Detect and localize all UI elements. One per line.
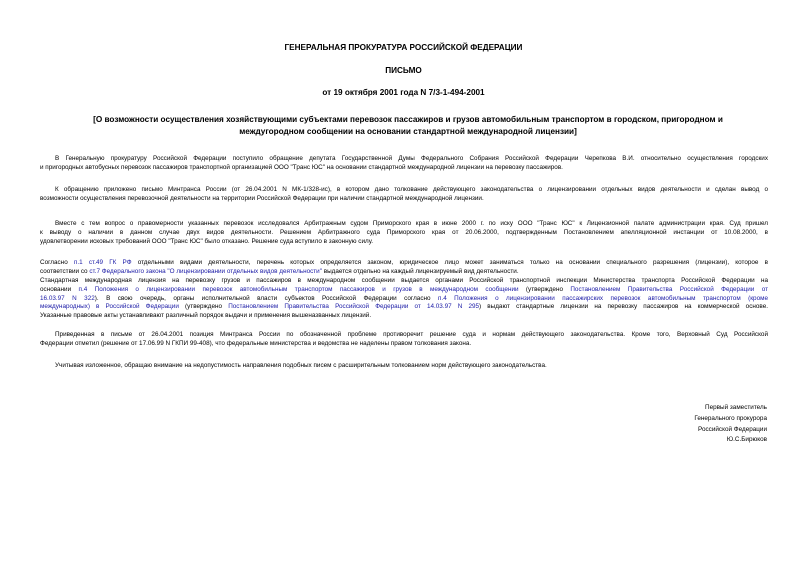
paragraph-1 bbox=[40, 155, 768, 173]
signature-title: Генерального прокурора bbox=[694, 414, 767, 422]
date-number-heading: от 19 октября 2001 года N 7/3-1-494-2001 bbox=[322, 88, 485, 97]
paragraph-7 bbox=[40, 362, 768, 371]
paragraph-line: возможности осуществления перевозочной деятельности на территории Российской Федерации при наличии стандартной международной лицензии. bbox=[40, 194, 484, 202]
licensing-law-link[interactable]: ст.7 Федерального закона "О лицензировании отдельных видов деятельности" bbox=[89, 267, 322, 275]
paragraph-line bbox=[40, 303, 768, 312]
paragraph-line: Вместе с тем вопрос о правомерности указанных перевозок исследовался Арбитражным судом Приморского края в июне 2000 г. по иску ООО "Транс ЮС" к Лицензионной палате администрации края. Суд пришел bbox=[55, 220, 768, 227]
international-licensing-regulation-link[interactable]: п.4 Положения о лицензировании перевозок автомобильным транспортом пассажиров и грузов в международном сообщении bbox=[78, 285, 519, 293]
government-resolution-322-date-link[interactable]: 16.03.97 N 322 bbox=[40, 294, 95, 302]
paragraph-line: к выводу о наличии в данном случае двух видов деятельности. Решением Арбитражного суда Приморского края от 20.06.2000, подтвержденным Постановлением апелляционной инстанции от 10.08.2000, в bbox=[40, 228, 768, 236]
text-span: ) выдают стандартные лицензии на перевозку пассажиров на коммерческой основе. bbox=[479, 303, 768, 311]
subject-line: [О возможности осуществления хозяйствующими субъектами перевозок пассажиров и грузов автомобильным транспортом в городском, пригородном и bbox=[93, 115, 723, 124]
text-span: Согласно bbox=[40, 259, 74, 266]
paragraph-line: Приведенная в письме от 26.04.2001 позиция Минтранса России по обозначенной проблеме противоречит решение суда и нормам действующего законодательства. Кроме того, Верховный Суд Российской bbox=[55, 331, 768, 338]
paragraph-6 bbox=[40, 331, 768, 349]
signature-title: Российской Федерации bbox=[698, 425, 767, 433]
text-span: ). В свою очередь, органы исполнительной власти субъектов Российской Федерации согласно bbox=[94, 294, 438, 302]
signatory-name: Ю.С.Бирюков bbox=[726, 436, 767, 444]
signature-title: Первый заместитель bbox=[705, 404, 767, 411]
paragraph-line: удовлетворении исковых требований ООО "Транс ЮС" было отказано. Решение суда вступило в законную силу. bbox=[40, 237, 374, 245]
paragraph-line bbox=[40, 268, 768, 277]
text-span: соответствии со bbox=[40, 267, 90, 275]
paragraph-line: Федерации отметил (решение от 17.06.99 N ГКПИ 99-408), что федеральные министерства и ведомства не наделены правом толкования закона. bbox=[40, 339, 472, 347]
paragraph-line: К обращению приложено письмо Минтранса России (от 26.04.2001 N МК-1/328-ис), в котором дано толкование действующего законодательства о лицензировании отдельных видов деятельности и сделан вывод о bbox=[55, 186, 768, 193]
issuer-heading: ГЕНЕРАЛЬНАЯ ПРОКУРАТУРА РОССИЙСКОЙ ФЕДЕРАЦИИ bbox=[284, 43, 523, 52]
paragraph-line bbox=[40, 286, 768, 295]
paragraph-5 bbox=[40, 277, 768, 321]
text-span: (утверждено bbox=[178, 303, 229, 311]
passenger-licensing-regulation-link[interactable]: п.4 Положения о лицензировании пассажирских перевозок автомобильным транспортом (кроме bbox=[438, 294, 768, 302]
government-resolution-322-link[interactable]: Постановлением Правительства Российской Федерации от bbox=[570, 285, 769, 293]
paragraph-line: Стандартная международная лицензия на перевозку грузов и пассажиров в международном сообщении выдается органами Российской транспортной инспекции Министерства транспорта Российской Федерации на bbox=[40, 277, 768, 284]
document-type-heading: ПИСЬМО bbox=[385, 66, 422, 75]
text-span: (утверждено bbox=[518, 285, 571, 293]
paragraph-line: В Генеральную прокуратуру Российской Федерации поступило обращение депутата Государственной Думы Федерального Собрания Российской Федерации Черепкова В.И. относительно осуществления городских bbox=[55, 155, 768, 162]
paragraph-line: Учитывая изложенное, обращаю внимание на недопустимость направления подобных писем с расширительным толкованием норм действующего законодательства. bbox=[55, 362, 547, 369]
paragraph-line: Указанные правовые акты устанавливают различный порядок выдачи и применения вышеназванных лицензий. bbox=[40, 312, 372, 320]
subject-line: междугородном сообщении на основании стандартной международной лицензии] bbox=[239, 127, 577, 136]
passenger-licensing-regulation-link-cont[interactable]: международных) в Российской Федерации bbox=[40, 303, 179, 311]
paragraph-2 bbox=[40, 186, 768, 204]
government-resolution-295-link[interactable]: Постановлением Правительства Российской Федерации от 14.03.97 N 295 bbox=[228, 303, 480, 311]
text-span: основании bbox=[40, 285, 79, 293]
paragraph-line bbox=[40, 259, 768, 268]
document-subject bbox=[58, 114, 758, 138]
paragraph-line: и пригородных автобусных перевозок пассажиров транспортной организацией ООО "Транс ЮС" на основании стандартной международной лицензии на перевозку пассажиров. bbox=[40, 163, 563, 171]
paragraph-3 bbox=[40, 220, 768, 246]
paragraph-4 bbox=[40, 259, 768, 277]
text-span: отдельными видами деятельности, перечень которых определяется законом, юридическое лицо может заниматься только на основании специального разрешения (лицензии), которое в bbox=[131, 259, 769, 266]
civil-code-article-link[interactable]: п.1 ст.49 ГК РФ bbox=[73, 259, 132, 266]
signature-block bbox=[694, 403, 767, 446]
text-span: выдается отдельно на каждый лицензируемый вид деятельности. bbox=[321, 267, 519, 275]
